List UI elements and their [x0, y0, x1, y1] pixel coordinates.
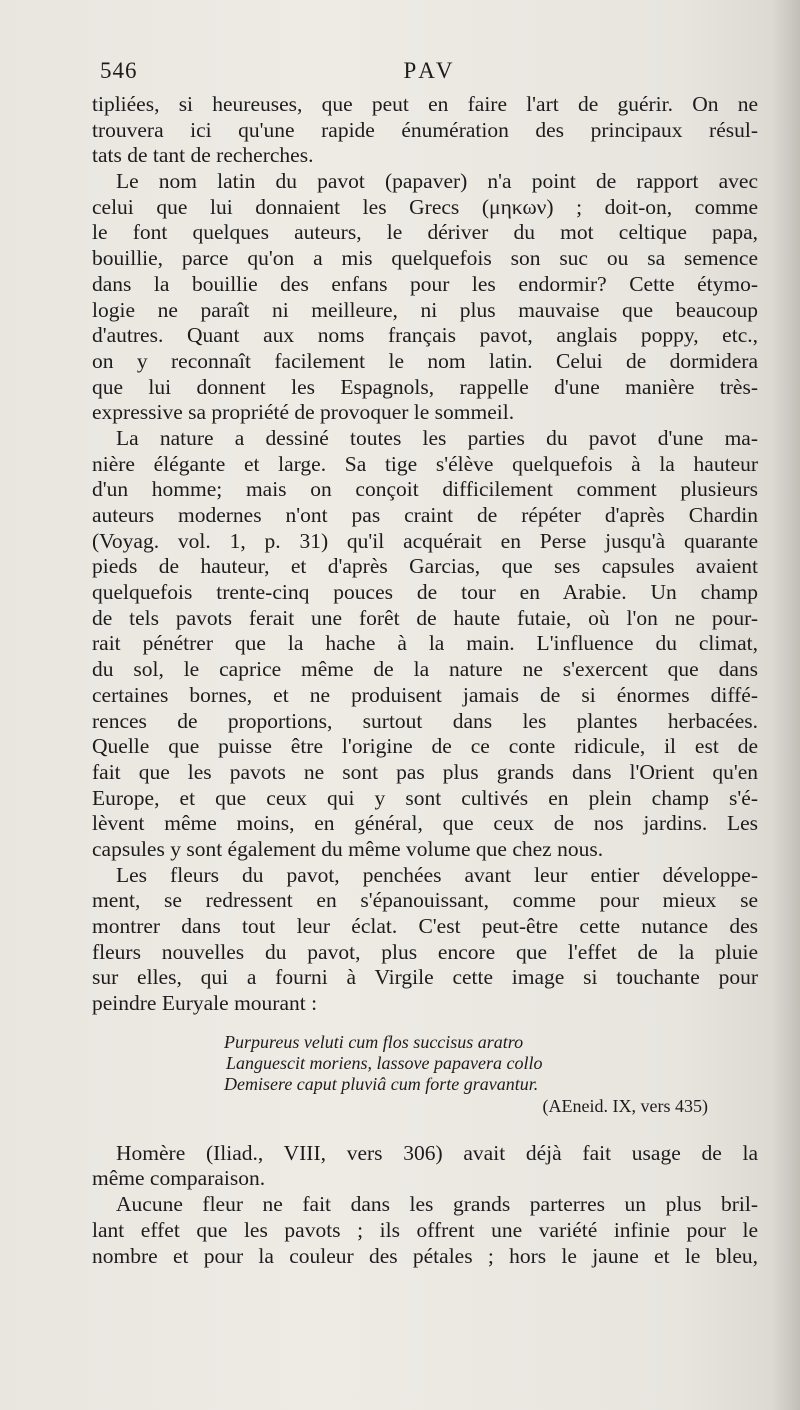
- text-block-after-verse: [92, 1141, 758, 1269]
- body-text: [92, 92, 758, 1269]
- text-block-before-verse: [92, 92, 758, 1017]
- text-line: fleurs nouvelles du pavot, plus encore que l'effet de la pluie: [92, 939, 758, 964]
- text-line: dans la bouillie des enfans pour les endormir? Cette étymo-: [92, 271, 758, 296]
- running-head: PAV: [403, 58, 457, 83]
- text-line: capsules y sont également du même volume que chez nous.: [92, 836, 604, 861]
- text-line: logie ne paraît ni meilleure, ni plus mauvaise que beaucoup: [92, 297, 758, 322]
- text-line: auteurs modernes n'ont pas craint de répéter d'après Chardin: [92, 503, 758, 527]
- text-line: sur elles, qui a fourni à Virgile cette image si touchante pour: [92, 965, 758, 990]
- text-line: fait que les pavots ne sont pas plus grands dans l'Orient qu'en: [92, 759, 758, 784]
- verse-line: Demisere caput pluviâ cum forte gravantur.: [224, 1073, 539, 1094]
- text-line: même comparaison.: [92, 1166, 266, 1191]
- text-line: ment, se redressent en s'épanouissant, comme pour mieux se: [92, 888, 758, 913]
- text-line: Le nom latin du pavot (papaver) n'a point de rapport avec: [116, 169, 758, 194]
- verse-line: Purpureus veluti cum flos succisus aratro: [224, 1031, 524, 1052]
- text-line: nombre et pour la couleur des pétales ; hors le jaune et le bleu,: [92, 1243, 758, 1268]
- verse-citation: (AEneid. IX, vers 435): [542, 1095, 708, 1116]
- text-line: lant effet que les pavots ; ils offrent une variété infinie pour le: [92, 1217, 758, 1242]
- text-line: bouillie, parce qu'on a mis quelquefois son suc ou sa semence: [92, 246, 758, 271]
- text-line: La nature a dessiné toutes les parties du pavot d'une ma-: [116, 425, 758, 450]
- text-line: Aucune fleur ne fait dans les grands parterres un plus bril-: [116, 1192, 758, 1217]
- text-line: Quelle que puisse être l'origine de ce conte ridicule, il est de: [92, 734, 758, 759]
- text-line: Homère (Iliad., VIII, vers 306) avait déjà fait usage de la: [116, 1140, 758, 1165]
- text-line: trouvera ici qu'une rapide énumération des principaux résul-: [92, 117, 758, 142]
- text-line: d'autres. Quant aux noms français pavot, anglais poppy, etc.,: [92, 323, 758, 348]
- page-edge-shadow: [772, 0, 800, 1410]
- text-line: nière élégante et large. Sa tige s'élève quelquefois à la hauteur: [92, 451, 758, 476]
- text-line: tipliées, si heureuses, que peut en faire l'art de guérir. On ne: [92, 92, 758, 116]
- text-line: lèvent même moins, en général, que ceux de nos jardins. Les: [92, 811, 758, 836]
- text-line: Les fleurs du pavot, penchées avant leur entier développe-: [116, 862, 758, 887]
- text-line: que lui donnent les Espagnols, rappelle d'une manière très-: [92, 374, 758, 399]
- text-line: peindre Euryale mourant :: [92, 991, 318, 1016]
- verse-quotation: [92, 1032, 758, 1117]
- page-header: [100, 58, 760, 92]
- verse-line: Languescit moriens, lassove papavera collo: [226, 1052, 543, 1073]
- text-line: expressive sa propriété de provoquer le sommeil.: [92, 400, 515, 425]
- text-line: du sol, le caprice même de la nature ne s'exercent que dans: [92, 657, 758, 682]
- text-line: celui que lui donnaient les Grecs (μηκων) ; doit-on, comme: [92, 194, 758, 219]
- text-line: montrer dans tout leur éclat. C'est peut-être cette nutance des: [92, 914, 758, 938]
- text-line: de tels pavots ferait une forêt de haute futaie, où l'on ne pour-: [92, 605, 758, 630]
- page-number: 546: [100, 58, 138, 83]
- text-line: quelquefois trente-cinq pouces de tour en Arabie. Un champ: [92, 580, 758, 605]
- text-line: (Voyag. vol. 1, p. 31) qu'il acquérait en Perse jusqu'à quarante: [92, 528, 758, 553]
- text-line: on y reconnaît facilement le nom latin. Celui de dormidera: [92, 348, 758, 373]
- text-line: tats de tant de recherches.: [92, 143, 314, 168]
- text-line: d'un homme; mais on conçoit difficilement comment plusieurs: [92, 477, 758, 502]
- text-line: Europe, et que ceux qui y sont cultivés en plein champ s'é-: [92, 785, 758, 810]
- text-line: rait pénétrer que la hache à la main. L'influence du climat,: [92, 631, 758, 656]
- text-line: le font quelques auteurs, le dériver du mot celtique papa,: [92, 220, 758, 245]
- text-line: pieds de hauteur, et d'après Garcias, que ses capsules avaient: [92, 554, 758, 579]
- text-line: rences de proportions, surtout dans les plantes herbacées.: [92, 708, 758, 733]
- text-line: certaines bornes, et ne produisent jamais de si énormes diffé-: [92, 682, 758, 707]
